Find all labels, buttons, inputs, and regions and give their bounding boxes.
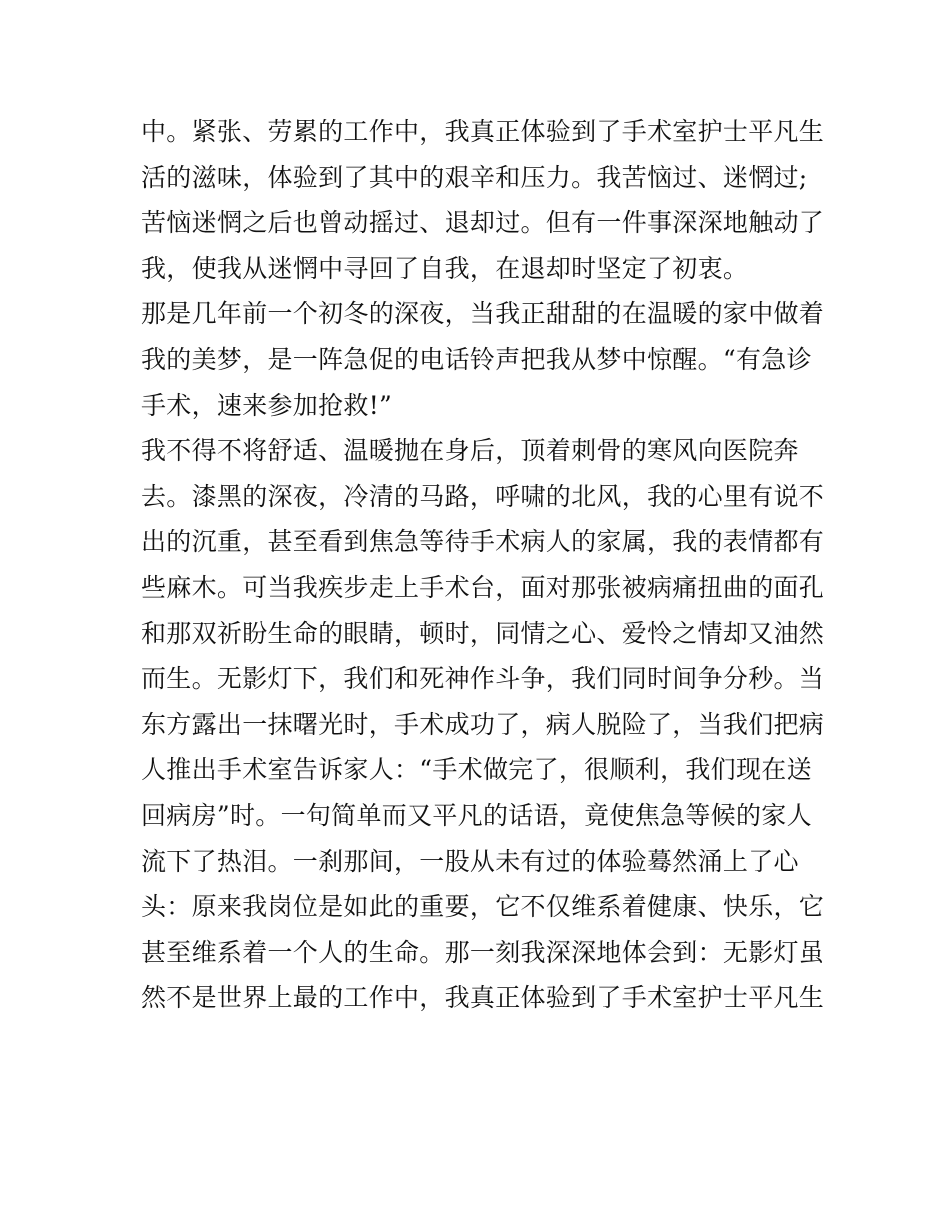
text-line: 头：原来我岗位是如此的重要，它不仅维系着健康、快乐，它 xyxy=(141,892,825,922)
body-text xyxy=(141,109,825,1021)
text-line: 我的美梦，是一阵急促的电话铃声把我从梦中惊醒。“有急诊 xyxy=(141,344,812,374)
text-line: 流下了热泪。一刹那间，一股从未有过的体验蓦然涌上了心 xyxy=(141,846,799,876)
text-line: 和那双祈盼生命的眼睛，顿时，同情之心、爱怜之情却又油然 xyxy=(141,618,825,648)
text-line: 我，使我从迷惘中寻回了自我，在退却时坚定了初衷。 xyxy=(141,253,749,283)
text-line: 出的沉重，甚至看到焦急等待手术病人的家属，我的表情都有 xyxy=(141,527,825,557)
text-line: 中。紧张、劳累的工作中，我真正体验到了手术室护士平凡生 xyxy=(141,117,825,146)
text-line: 苦恼迷惘之后也曾动摇过、退却过。但有一件事深深地触动了 xyxy=(141,208,825,238)
text-line: 东方露出一抹曙光时，手术成功了，病人脱险了，当我们把病 xyxy=(141,709,825,739)
text-line: 手术，速来参加抢救!” xyxy=(141,390,393,420)
text-line: 而生。无影灯下，我们和死神作斗争，我们同时间争分秒。当 xyxy=(141,664,825,694)
text-line: 我不得不将舒适、温暖抛在身后，顶着刺骨的寒风向医院奔 xyxy=(141,436,799,466)
text-line: 然不是世界上最的工作中，我真正体验到了手术室护士平凡生 xyxy=(141,983,825,1013)
text-line: 活的滋味，体验到了其中的艰辛和压力。我苦恼过、迷惘过; xyxy=(141,162,808,192)
text-line: 去。漆黑的深夜，冷清的马路，呼啸的北风，我的心里有说不 xyxy=(141,481,825,511)
text-line: 甚至维系着一个人的生命。那一刻我深深地体会到：无影灯虽 xyxy=(141,937,825,967)
text-line: 些麻木。可当我疾步走上手术台，面对那张被病痛扭曲的面孔 xyxy=(141,572,825,602)
text-line: 那是几年前一个初冬的深夜，当我正甜甜的在温暖的家中做着 xyxy=(141,299,825,329)
text-line: 人推出手术室告诉家人：“手术做完了，很顺利，我们现在送 xyxy=(141,755,812,785)
text-line: 回病房”时。一句简单而又平凡的话语，竟使焦急等候的家人 xyxy=(141,800,812,830)
